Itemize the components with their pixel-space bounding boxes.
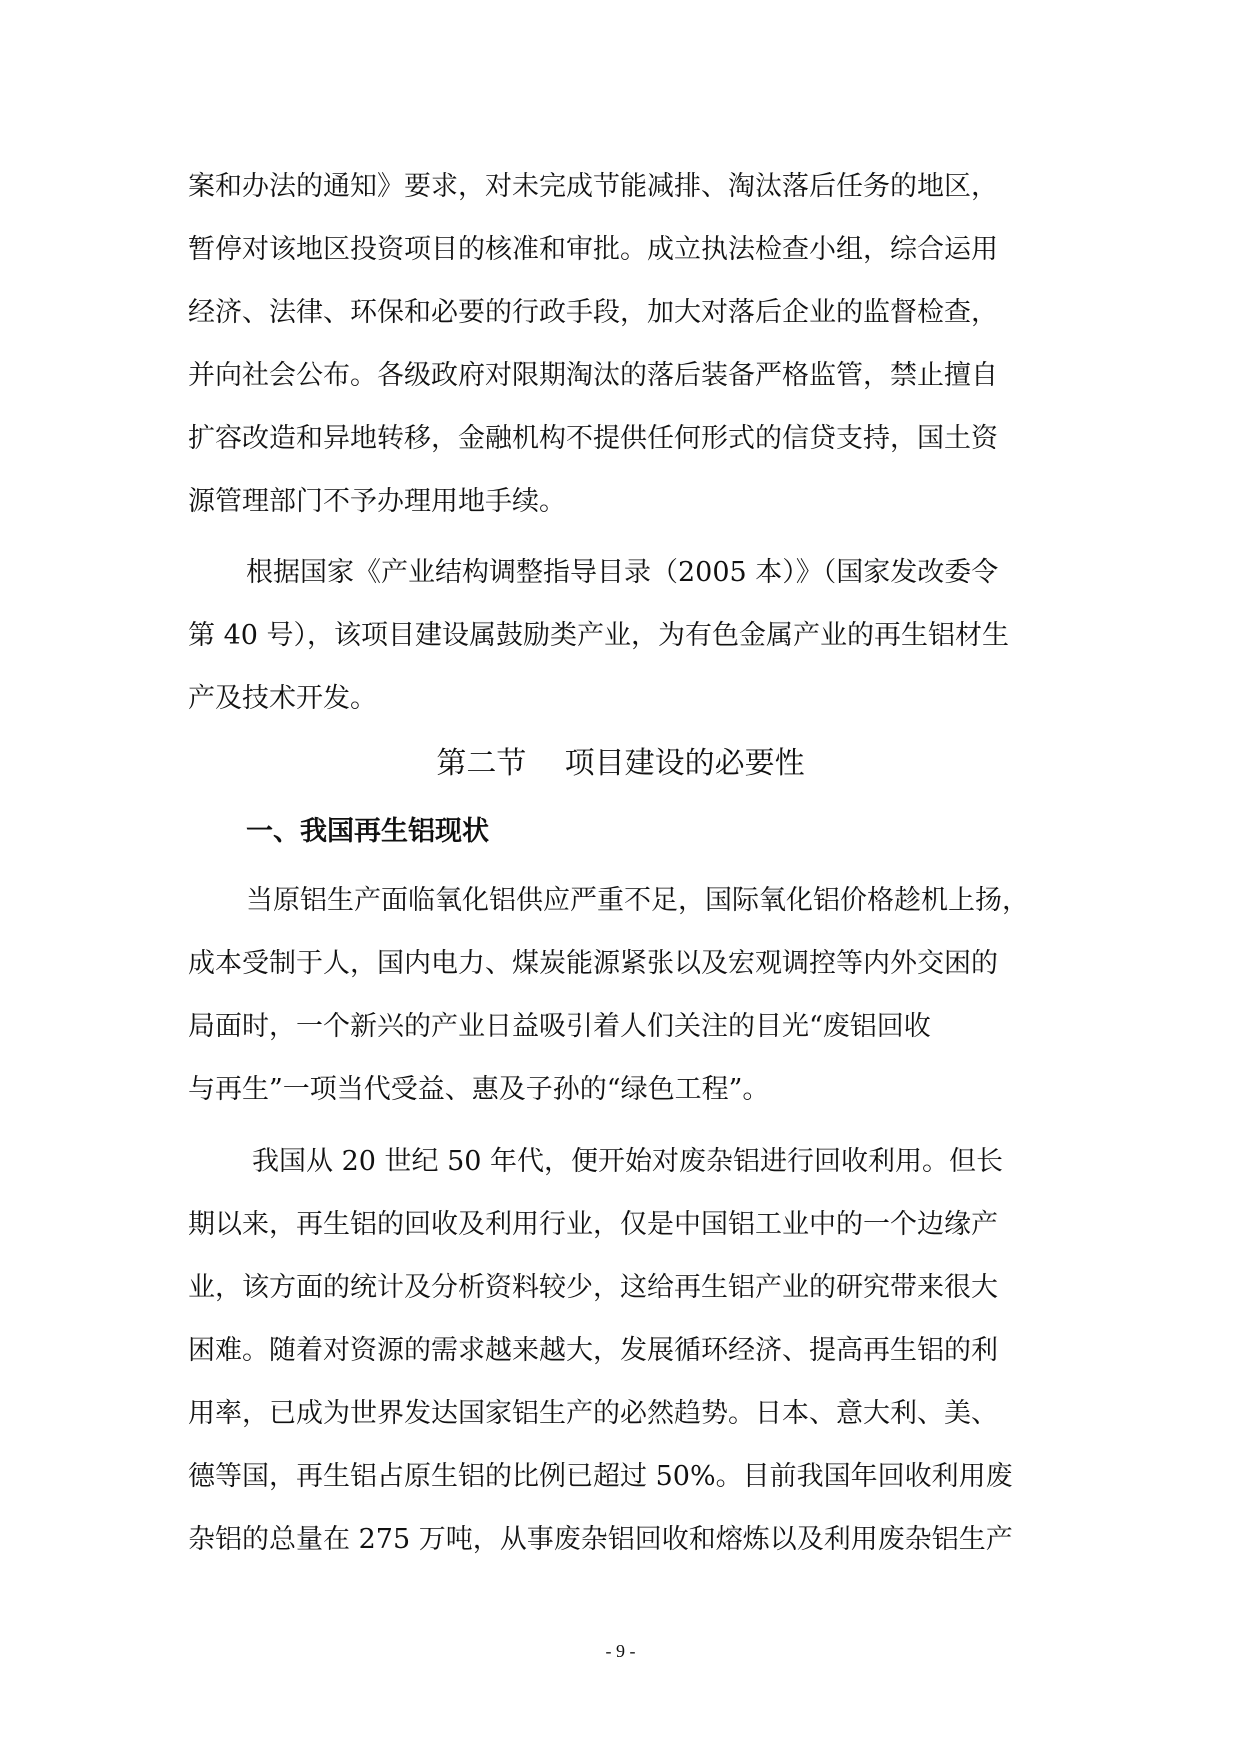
text-line: 源管理部门不予办理用地手续。	[188, 486, 566, 517]
text-line: 局面时，一个新兴的产业日益吸引着人们关注的目光“废铝回收	[188, 1011, 931, 1042]
text-line: 产及技术开发。	[188, 683, 377, 714]
section-title: 第二节 项目建设的必要性	[436, 746, 805, 781]
text-line: 期以来，再生铝的回收及利用行业，仅是中国铝工业中的一个边缘产	[188, 1209, 998, 1240]
text-line: 根据国家《产业结构调整指导目录（2005 本）》（国家发改委令	[246, 557, 999, 588]
text-line: 第 40 号），该项目建设属鼓励类产业，为有色金属产业的再生铝材生	[188, 620, 1010, 651]
text-line: 困难。随着对资源的需求越来越大，发展循环经济、提高再生铝的利	[188, 1335, 998, 1366]
text-line: 与再生”一项当代受益、惠及子孙的“绿色工程”。	[188, 1074, 770, 1105]
text-line: 并向社会公布。各级政府对限期淘汰的落后装备严格监管，禁止擅自	[188, 360, 998, 391]
text-line: 德等国，再生铝占原生铝的比例已超过 50%。目前我国年回收利用废	[188, 1461, 1013, 1492]
text-line: 扩容改造和异地转移，金融机构不提供任何形式的信贷支持，国土资	[188, 423, 998, 454]
page-number: - 9 -	[605, 1641, 636, 1661]
text-line: 我国从 20 世纪 50 年代，便开始对废杂铝进行回收利用。但长	[252, 1146, 1004, 1177]
text-line: 案和办法的通知》要求，对未完成节能减排、淘汰落后任务的地区，	[188, 171, 998, 202]
text-line: 当原铝生产面临氧化铝供应严重不足，国际氧化铝价格趁机上扬，	[246, 885, 1029, 916]
text-line: 暂停对该地区投资项目的核准和审批。成立执法检查小组，综合运用	[188, 234, 998, 265]
text-line: 业，该方面的统计及分析资料较少，这给再生铝产业的研究带来很大	[188, 1272, 998, 1303]
text-line: 经济、法律、环保和必要的行政手段，加大对落后企业的监督检查，	[188, 297, 998, 328]
text-line: 成本受制于人，国内电力、煤炭能源紧张以及宏观调控等内外交困的	[188, 948, 998, 979]
text-line: 杂铝的总量在 275 万吨，从事废杂铝回收和熔炼以及利用废杂铝生产	[188, 1524, 1013, 1555]
text-line: 用率，已成为世界发达国家铝生产的必然趋势。日本、意大利、美、	[188, 1398, 998, 1429]
sub-heading: 一、我国再生铝现状	[246, 816, 489, 847]
